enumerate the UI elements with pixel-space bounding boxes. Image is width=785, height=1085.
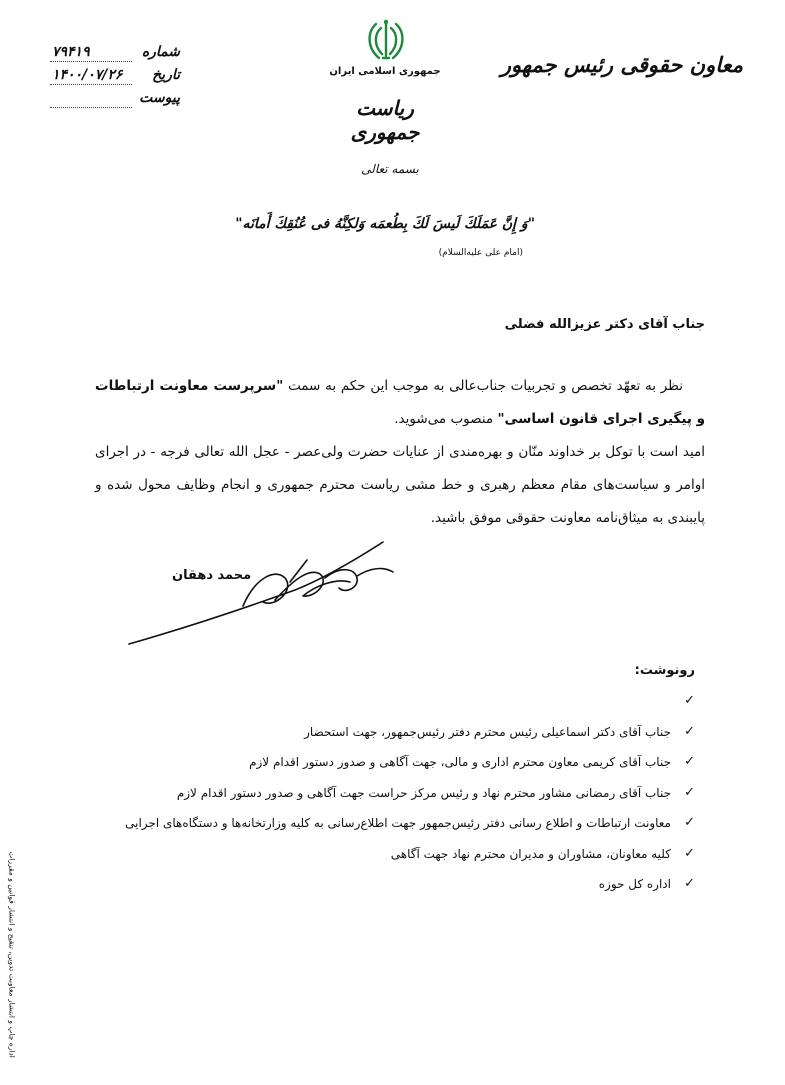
number-value: ۷۹۴۱۹ bbox=[52, 44, 90, 60]
date-value: ۱۴۰۰/۰۷/۲۶ bbox=[52, 67, 123, 83]
cc-item: ✓ جناب آقای دکتر اسماعیلی رئیس محترم دفتر رئیس‌جمهور، جهت استحضار bbox=[0, 717, 695, 748]
checkmark-icon: ✓ bbox=[684, 754, 695, 769]
checkmark-icon: ✓ bbox=[684, 723, 695, 739]
checkmark-icon: ✓ bbox=[684, 693, 695, 708]
cc-item: ✓ کلیه معاونان، مشاوران و مدیران محترم نهاد جهت آگاهی bbox=[0, 839, 695, 870]
quote-text: "وَ إِنَّ عَمَلَكَ لَيسَ لَكَ بِطُعمَه وَلكِنَّهُ فی عُنُقِكَ أَمانَه" bbox=[235, 216, 535, 232]
date-dots bbox=[50, 84, 132, 85]
cc-title: رونوشت: bbox=[634, 663, 695, 678]
quote-source: (امام علی علیه‌السلام) bbox=[438, 248, 523, 258]
attachment-dots bbox=[50, 107, 132, 108]
cc-list bbox=[0, 686, 695, 900]
paragraph-1 bbox=[95, 370, 705, 436]
cc-item: ✓ جناب آقای کریمی معاون محترم اداری و مالی، جهت آگاهی و صدور دستور اقدام لازم bbox=[0, 747, 695, 778]
cc-item: ✓ جناب آقای رمضانی مشاور محترم نهاد و رئیس مرکز حراست جهت آگاهی و صدور دستور اقدام لازم bbox=[0, 778, 695, 809]
letter-number bbox=[40, 44, 180, 66]
iran-emblem-icon bbox=[362, 16, 410, 64]
checkmark-icon: ✓ bbox=[684, 815, 695, 830]
checkmark-icon: ✓ bbox=[684, 845, 695, 861]
signer-name: محمد دهقان bbox=[172, 568, 252, 583]
side-note: اداره چاپ و انتشار معاونت تدوین، تنقیح و انتشار قوانین و مقررات bbox=[7, 851, 17, 1058]
p1-intro: نظر به تعهّد تخصص و تجربیات جناب‌عالی به موجب این حکم به سمت bbox=[283, 378, 683, 394]
letter-date bbox=[40, 67, 180, 89]
letter-body bbox=[95, 370, 705, 535]
cc-item bbox=[0, 686, 695, 717]
paragraph-2: امید است با توکل بر خداوند منّان و بهره‌مندی از عنایات حضرت ولی‌عصر - عجل الله تعالی فرجه - در اجرای اوامر و سیاست‌های مقام معظم رهبری و خط مشی ریاست محترم جمهوری و انجام وظایف محول شده و پایبندی به میثاق‌نامه معاونت حقوقی موفق باشید. bbox=[95, 444, 705, 527]
signature-icon bbox=[125, 538, 400, 650]
number-label: شماره bbox=[141, 44, 180, 60]
addressee: جناب آقای دکتر عزیزالله فضلی bbox=[504, 317, 705, 332]
date-label: تاریخ bbox=[152, 67, 180, 83]
emblem-caption: جمهوری اسلامی ایران bbox=[329, 66, 441, 77]
cc-item: ✓ معاونت ارتباطات و اطلاع رسانی دفتر رئیس‌جمهور جهت اطلاع‌رسانی به کلیه وزارتخانه‌ها و دستگاه‌های اجرایی bbox=[0, 808, 695, 839]
number-dots bbox=[50, 61, 132, 62]
department-title: معاون حقوقی رئیس جمهور bbox=[500, 52, 743, 77]
bismillah: بسمه تعالی bbox=[361, 162, 419, 176]
letter-attachment bbox=[40, 90, 180, 112]
position-title: "سرپرست معاونت ارتباطات و پیگیری اجرای قانون اساسی" bbox=[95, 378, 705, 428]
checkmark-icon: ✓ bbox=[684, 784, 695, 800]
cc-item: ✓ اداره کل حوزه bbox=[0, 869, 695, 900]
p1-end: منصوب می‌شوید. bbox=[394, 411, 498, 428]
attachment-label: پیوست bbox=[139, 90, 180, 106]
checkmark-icon: ✓ bbox=[684, 876, 695, 891]
presidency-title: ریاست جمهوری bbox=[350, 96, 420, 144]
